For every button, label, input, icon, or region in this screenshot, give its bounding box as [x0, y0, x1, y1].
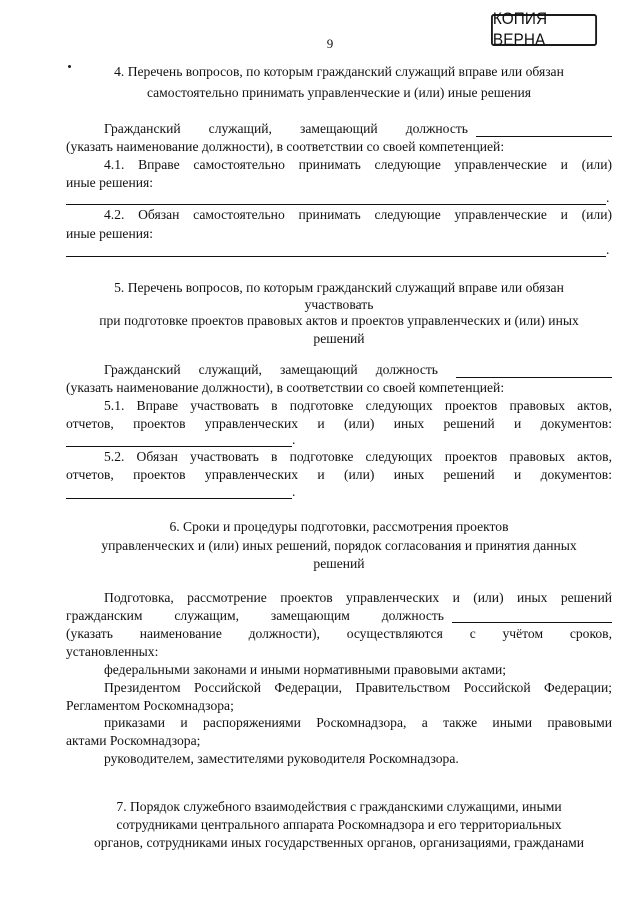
s4-item-2: 4.2. Обязан самостоятельно принимать следующие управленческие и (или) — [104, 207, 612, 222]
s6-line-9: актами Роскомнадзора; — [66, 733, 201, 748]
s5-position-label: Гражданский служащий, замещающий должность — [104, 362, 438, 377]
s5-item-2-blank — [66, 498, 292, 499]
s7-heading-line-3: органов, сотрудниками иных государственных органов, организациями, гражданами — [93, 835, 585, 850]
s5-item-1: 5.1. Вправе участвовать в подготовке следующих проектов правовых актов, — [104, 398, 612, 413]
s6-line-3: (указать наименование должности), осуществляются с учётом сроков, — [66, 626, 612, 641]
s5-competence-line: (указать наименование должности), в соответствии со своей компетенцией: — [66, 380, 505, 395]
s4-heading-line-2: самостоятельно принимать управленческие и (или) иные решения — [146, 85, 532, 100]
s7-heading-line-2: сотрудниками центрального аппарата Роскомнадзора и его территориальных — [116, 817, 562, 832]
s6-line-5: федеральными законами и иными нормативными правовыми актами; — [104, 662, 507, 677]
period-mark: . — [606, 242, 610, 257]
s6-position-blank — [452, 622, 612, 623]
s4-item-1: 4.1. Вправе самостоятельно принимать следующие управленческие и (или) — [104, 157, 612, 172]
s4-position-blank — [476, 136, 612, 137]
s5-item-2-cont: отчетов, проектов управленческих и (или) иных решений и документов: — [66, 467, 612, 482]
s6-line-1: Подготовка, рассмотрение проектов управленческих и (или) иных решений — [104, 590, 612, 605]
s5-item-2: 5.2. Обязан участвовать в подготовке следующих проектов правовых актов, — [104, 449, 612, 464]
s6-line-10: руководителем, заместителями руководителя Роскомнадзора. — [104, 751, 459, 766]
s5-heading-line-3: при подготовке проектов правовых актов и проектов управленческих и (или) иных — [99, 313, 579, 328]
copy-certified-stamp: КОПИЯ ВЕРНА — [491, 14, 597, 46]
s4-item-2-cont: иные решения: — [66, 226, 154, 241]
s5-item-1-cont: отчетов, проектов управленческих и (или) иных решений и документов: — [66, 416, 612, 431]
s6-line-6: Президентом Российской Федерации, Правительством Российской Федерации; — [104, 680, 612, 695]
s4-item-2-blank — [66, 256, 606, 257]
s6-line-8: приказами и распоряжениями Роскомнадзора, а также иными правовыми — [104, 715, 612, 730]
s5-item-1-blank — [66, 446, 292, 447]
s5-heading-line-2: участвовать — [304, 297, 374, 312]
s4-competence-line: (указать наименование должности), в соответствии со своей компетенцией: — [66, 139, 505, 154]
s7-heading-line-1: 7. Порядок служебного взаимодействия с гражданскими служащими, иными — [116, 799, 562, 814]
page-number: 9 — [326, 36, 334, 51]
s6-heading-line-2: управленческих и (или) иных решений, порядок согласования и принятия данных — [101, 538, 577, 553]
s4-item-1-blank — [66, 204, 606, 205]
period-mark: . — [606, 190, 610, 205]
s6-line-4: установленных: — [66, 644, 159, 659]
period-mark: . — [292, 484, 296, 499]
s5-heading-line-4: решений — [313, 331, 365, 346]
period-mark: . — [292, 432, 296, 447]
s6-line-2: гражданским служащим, замещающим должность — [66, 608, 444, 623]
s6-heading-line-1: 6. Сроки и процедуры подготовки, рассмотрения проектов — [169, 519, 509, 534]
s5-heading-line-1: 5. Перечень вопросов, по которым гражданский служащий вправе или обязан — [114, 280, 564, 295]
s6-heading-line-3: решений — [313, 556, 365, 571]
s6-line-7: Регламентом Роскомнадзора; — [66, 698, 234, 713]
s4-position-label: Гражданский служащий, замещающий должность — [104, 121, 468, 136]
s5-position-blank — [456, 377, 612, 378]
s4-heading-line-1: 4. Перечень вопросов, по которым гражданский служащий вправе или обязан — [114, 64, 564, 79]
s4-item-1-cont: иные решения: — [66, 175, 154, 190]
